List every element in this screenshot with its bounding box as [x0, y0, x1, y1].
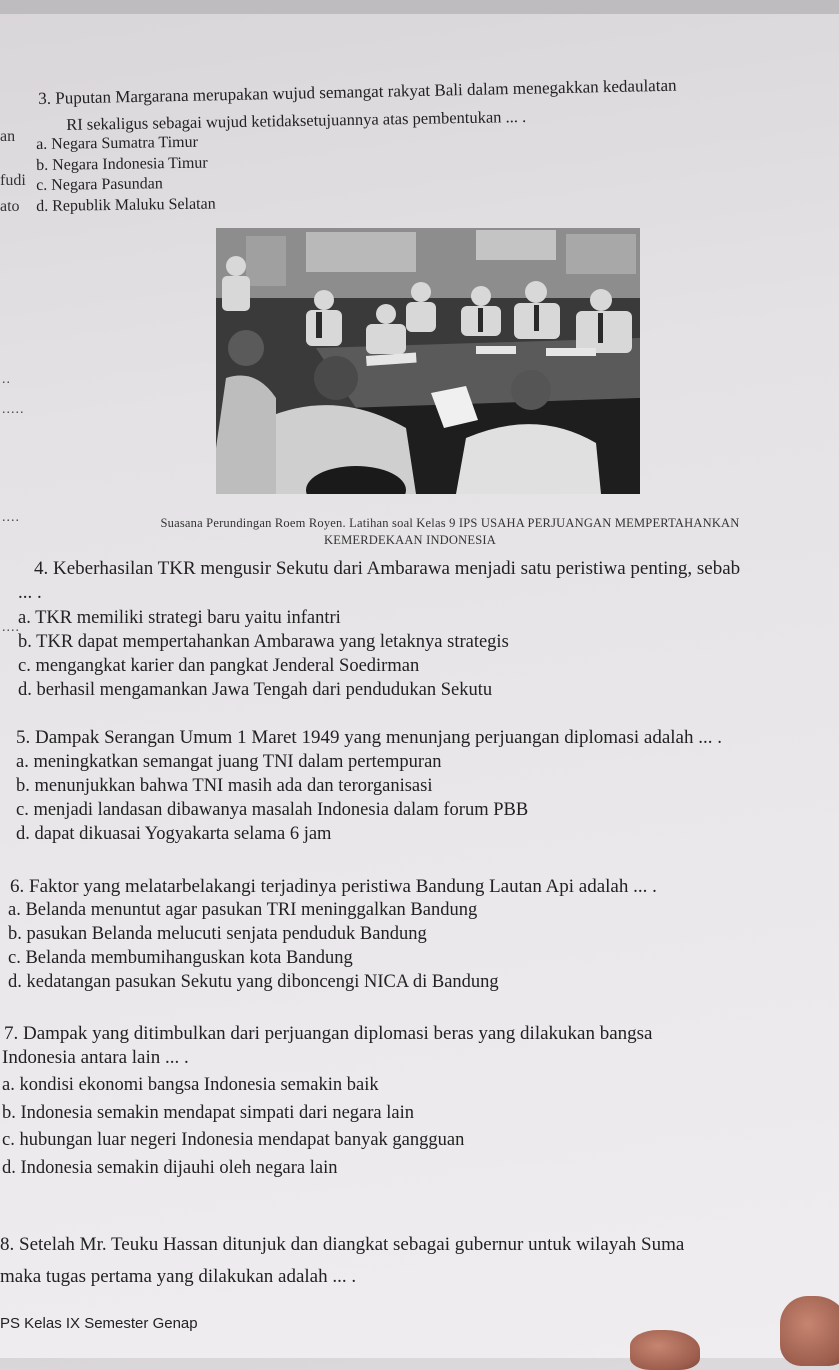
question-4-option-d: d. berhasil mengamankan Jawa Tengah dari pendudukan Sekutu — [18, 680, 493, 700]
question-3-option-d: d. Republik Maluku Selatan — [36, 195, 216, 215]
question-6-option-a: a. Belanda menuntut agar pasukan TRI meninggalkan Bandung — [8, 900, 478, 920]
question-4-text-cont: ... . — [18, 582, 42, 603]
finger-shape — [780, 1296, 839, 1366]
question-6-text: 6. Faktor yang melatarbelakangi terjadinya peristiwa Bandung Lautan Api adalah ... . — [10, 876, 657, 897]
question-5-option-b: b. menunjukkan bahwa TNI masih ada dan terorganisasi — [16, 776, 433, 796]
question-7-text: 7. Dampak yang ditimbulkan dari perjuangan diplomasi beras yang dilakukan bangsa — [4, 1023, 653, 1044]
question-7-option-c: c. hubungan luar negeri Indonesia mendapat banyak gangguan — [2, 1130, 465, 1150]
question-5-option-c: c. menjadi landasan dibawanya masalah Indonesia dalam forum PBB — [16, 800, 529, 820]
question-8-text-cont: maka tugas pertama yang dilakukan adalah ... . — [0, 1266, 357, 1287]
question-4-text: 4. Keberhasilan TKR mengusir Sekutu dari Ambarawa menjadi satu peristiwa penting, sebab — [34, 558, 741, 579]
question-7-option-d: d. Indonesia semakin dijauhi oleh negara lain — [2, 1158, 338, 1178]
margin-dots: ..... — [2, 402, 25, 417]
question-3-text: 3. Puputan Margarana merupakan wujud semangat rakyat Bali dalam menegakkan kedaulatan — [38, 75, 677, 108]
question-5-option-a: a. meningkatkan semangat juang TNI dalam pertempuran — [16, 752, 442, 772]
question-7-option-a: a. kondisi ekonomi bangsa Indonesia semakin baik — [2, 1075, 379, 1095]
roem-royen-photo — [216, 228, 640, 494]
question-6-option-c: c. Belanda membumihanguskan kota Bandung — [8, 948, 353, 968]
question-5-text: 5. Dampak Serangan Umum 1 Maret 1949 yang menunjang perjuangan diplomasi adalah ... . — [16, 727, 722, 748]
question-3-text-cont: RI sekaligus sebagai wujud ketidaksetujuannya atas pembentukan ... . — [66, 106, 527, 134]
page-footer: PS Kelas IX Semester Genap — [0, 1315, 198, 1332]
question-7-text-cont: Indonesia antara lain ... . — [2, 1047, 189, 1068]
question-6-option-d: d. kedatangan pasukan Sekutu yang diboncengi NICA di Bandung — [8, 972, 499, 992]
photo-caption: Suasana Perundingan Roem Royen. Latihan soal Kelas 9 IPS USAHA PERJUANGAN MEMPERTAHANKAN — [160, 516, 740, 530]
margin-fragment: fudi — [0, 172, 26, 189]
margin-dots: .... — [2, 620, 20, 635]
margin-dots: .... — [2, 510, 20, 525]
question-3-option-a: a. Negara Sumatra Timur — [36, 133, 198, 153]
photo-caption-cont: KEMERDEKAAN INDONESIA — [324, 533, 496, 547]
question-8-text: 8. Setelah Mr. Teuku Hassan ditunjuk dan diangkat sebagai gubernur untuk wilayah Suma — [0, 1234, 685, 1255]
question-3-option-c: c. Negara Pasundan — [36, 175, 163, 194]
page-top-edge — [0, 0, 839, 14]
question-3-option-b: b. Negara Indonesia Timur — [36, 154, 208, 174]
question-5-option-d: d. dapat dikuasai Yogyakarta selama 6 jam — [16, 824, 332, 844]
question-6-option-b: b. pasukan Belanda melucuti senjata penduduk Bandung — [8, 924, 427, 944]
question-7-option-b: b. Indonesia semakin mendapat simpati dari negara lain — [2, 1103, 415, 1123]
question-4-option-a: a. TKR memiliki strategi baru yaitu infantri — [18, 608, 341, 628]
question-4-option-b: b. TKR dapat mempertahankan Ambarawa yang letaknya strategis — [18, 632, 509, 652]
finger-shape — [630, 1330, 700, 1370]
margin-fragment: an — [0, 128, 16, 145]
question-4-option-c: c. mengangkat karier dan pangkat Jenderal Soedirman — [18, 656, 420, 676]
margin-dots: .. — [2, 372, 11, 387]
margin-fragment: ato — [0, 198, 20, 215]
